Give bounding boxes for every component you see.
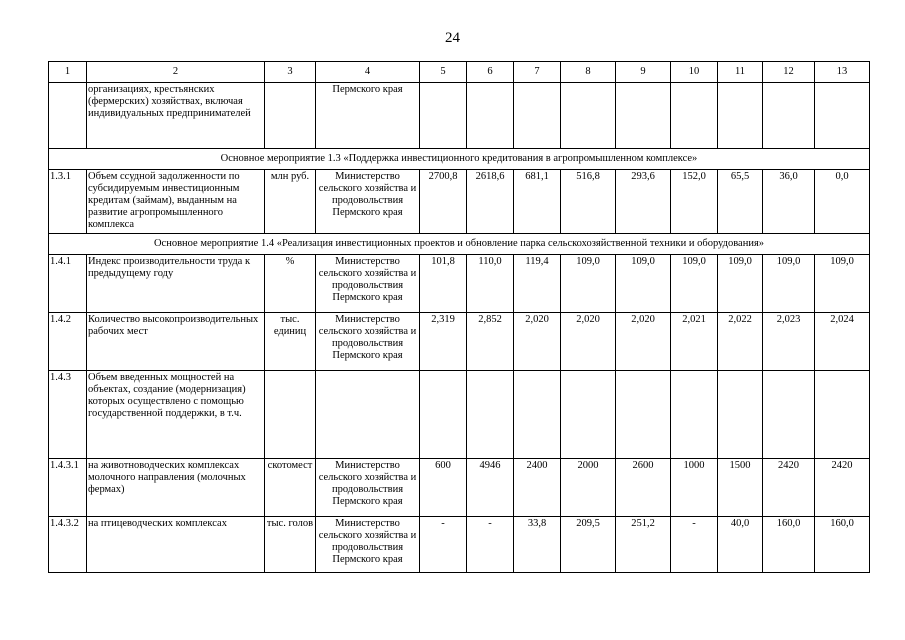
section-row [49,149,870,170]
value-cell: 65,5 [718,170,763,234]
header-cell: 11 [718,62,763,83]
indicator-name: на животноводческих комплексах молочного направления (молочных фермах) [87,459,265,517]
value-cell: 160,0 [763,517,815,573]
value-cell: 2,852 [467,313,514,371]
value-cell: 2,020 [514,313,561,371]
header-cell: 5 [420,62,467,83]
value-cell: 2,319 [420,313,467,371]
value-cell: 40,0 [718,517,763,573]
unit-cell: млн руб. [265,170,316,234]
unit-cell: тыс. голов [265,517,316,573]
value-cell: 152,0 [671,170,718,234]
table-row [49,371,870,459]
header-cell: 9 [616,62,671,83]
header-cell: 1 [49,62,87,83]
row-id: 1.4.3.2 [49,517,87,573]
value-cell: 251,2 [616,517,671,573]
indicator-name: Объем ссудной задолженности по субсидируемым инвестиционным кредитам (займам), выданным на развитие агропромышленного комплекса [87,170,265,234]
value-cell [718,371,763,459]
row-id: 1.4.3 [49,371,87,459]
value-cell [815,83,870,149]
header-cell: 2 [87,62,265,83]
value-cell [467,83,514,149]
value-cell: 101,8 [420,255,467,313]
section-row [49,234,870,255]
unit-cell: скотомест [265,459,316,517]
value-cell: 4946 [467,459,514,517]
value-cell [815,371,870,459]
value-cell [763,83,815,149]
value-cell [514,83,561,149]
value-cell [420,83,467,149]
row-id: 1.4.3.1 [49,459,87,517]
value-cell: 2,022 [718,313,763,371]
executor-cell: Министерство сельского хозяйства и продовольствия Пермского края [316,255,420,313]
value-cell: 2,024 [815,313,870,371]
page-number: 24 [445,30,460,46]
value-cell: 2,023 [763,313,815,371]
value-cell: 109,0 [815,255,870,313]
value-cell: 119,4 [514,255,561,313]
value-cell: 2700,8 [420,170,467,234]
value-cell [671,371,718,459]
indicator-name: организациях, крестьянских (фермерских) хозяйствах, включая индивидуальных предпринимателей [87,83,265,149]
executor-cell: Министерство сельского хозяйства и продовольствия Пермского края [316,459,420,517]
value-cell: 2,020 [616,313,671,371]
row-id: 1.4.2 [49,313,87,371]
header-cell: 13 [815,62,870,83]
value-cell: 1000 [671,459,718,517]
value-cell: 36,0 [763,170,815,234]
value-cell: 109,0 [671,255,718,313]
value-cell [561,371,616,459]
value-cell: 681,1 [514,170,561,234]
executor-cell: Пермского края [316,83,420,149]
value-cell: 2600 [616,459,671,517]
header-cell: 12 [763,62,815,83]
row-id [49,83,87,149]
value-cell: 2618,6 [467,170,514,234]
value-cell: 33,8 [514,517,561,573]
value-cell: 109,0 [561,255,616,313]
unit-cell [265,83,316,149]
value-cell [420,371,467,459]
header-cell: 6 [467,62,514,83]
value-cell [467,371,514,459]
value-cell [718,83,763,149]
header-cell: 3 [265,62,316,83]
section-title: Основное мероприятие 1.3 «Поддержка инвестиционного кредитования в агропромышленном комплексе» [49,149,870,170]
row-id: 1.4.1 [49,255,87,313]
indicator-name: Количество высокопроизводительных рабочих мест [87,313,265,371]
value-cell: 2000 [561,459,616,517]
unit-cell: % [265,255,316,313]
value-cell: 2,020 [561,313,616,371]
row-id: 1.3.1 [49,170,87,234]
table-row [49,170,870,234]
value-cell: 160,0 [815,517,870,573]
header-cell: 8 [561,62,616,83]
value-cell [514,371,561,459]
value-cell: 600 [420,459,467,517]
value-cell [616,83,671,149]
value-cell: 2400 [514,459,561,517]
executor-cell [316,371,420,459]
executor-cell: Министерство сельского хозяйства и продовольствия Пермского края [316,170,420,234]
value-cell: - [467,517,514,573]
indicator-name: на птицеводческих комплексах [87,517,265,573]
value-cell: 110,0 [467,255,514,313]
value-cell: 109,0 [763,255,815,313]
value-cell: 2,021 [671,313,718,371]
indicator-name: Индекс производительности труда к предыдущему году [87,255,265,313]
value-cell: 516,8 [561,170,616,234]
unit-cell [265,371,316,459]
table-row [49,459,870,517]
value-cell [671,83,718,149]
table-row [49,313,870,371]
indicators-table [48,61,870,573]
header-cell: 10 [671,62,718,83]
section-title: Основное мероприятие 1.4 «Реализация инвестиционных проектов и обновление парка сельскохозяйственной техники и оборудования» [49,234,870,255]
header-cell: 4 [316,62,420,83]
header-cell: 7 [514,62,561,83]
value-cell: 2420 [815,459,870,517]
executor-cell: Министерство сельского хозяйства и продовольствия Пермского края [316,313,420,371]
value-cell: 2420 [763,459,815,517]
indicator-name: Объем введенных мощностей на объектах, создание (модернизация) которых осуществлено с помощью государственной поддержки, в т.ч. [87,371,265,459]
value-cell: - [420,517,467,573]
executor-cell: Министерство сельского хозяйства и продовольствия Пермского края [316,517,420,573]
value-cell: 0,0 [815,170,870,234]
table-row [49,255,870,313]
value-cell: 1500 [718,459,763,517]
value-cell: 109,0 [616,255,671,313]
value-cell: 209,5 [561,517,616,573]
table-row [49,517,870,573]
header-row [49,62,870,83]
value-cell: - [671,517,718,573]
value-cell: 293,6 [616,170,671,234]
value-cell: 109,0 [718,255,763,313]
value-cell [561,83,616,149]
value-cell [763,371,815,459]
value-cell [616,371,671,459]
unit-cell: тыс. единиц [265,313,316,371]
table-row [49,83,870,149]
